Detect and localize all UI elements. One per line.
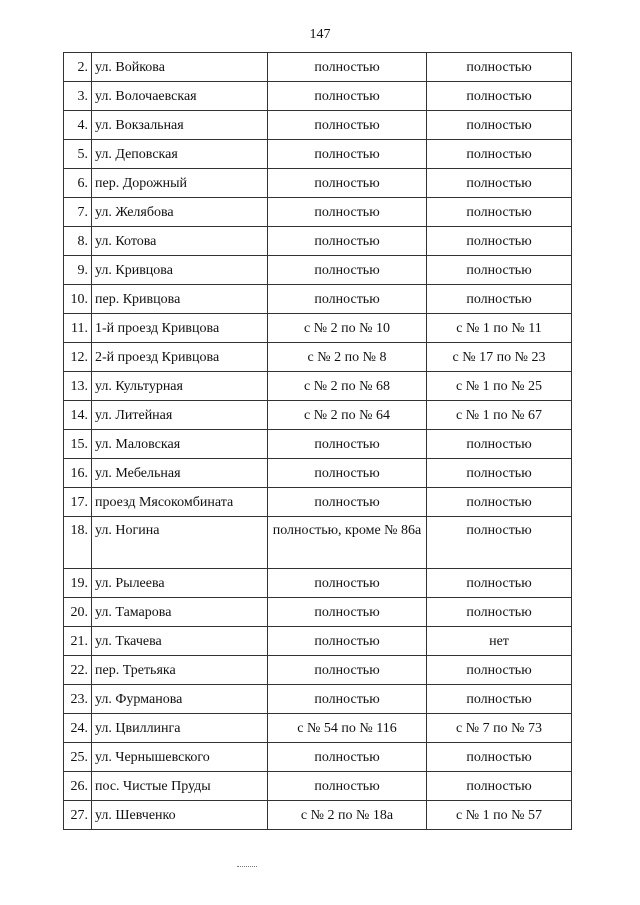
even-side-cell: с № 1 по № 25 xyxy=(427,372,572,401)
street-name-cell: ул. Шевченко xyxy=(92,801,268,830)
table-row xyxy=(64,285,572,314)
even-side-cell: с № 1 по № 11 xyxy=(427,314,572,343)
row-number-cell: 8. xyxy=(64,227,92,256)
even-side-cell: полностью xyxy=(427,772,572,801)
table-row xyxy=(64,801,572,830)
row-number-cell: 15. xyxy=(64,430,92,459)
row-number-cell: 12. xyxy=(64,343,92,372)
row-number-cell: 16. xyxy=(64,459,92,488)
street-name-cell: ул. Кривцова xyxy=(92,256,268,285)
street-name-cell: ул. Ногина xyxy=(92,517,268,569)
table-row xyxy=(64,227,572,256)
even-side-cell: полностью xyxy=(427,488,572,517)
even-side-cell: с № 17 по № 23 xyxy=(427,343,572,372)
row-number-cell: 4. xyxy=(64,111,92,140)
odd-side-cell: полностью xyxy=(268,772,427,801)
row-number-cell: 19. xyxy=(64,569,92,598)
table-row xyxy=(64,140,572,169)
table-row xyxy=(64,598,572,627)
row-number-cell: 10. xyxy=(64,285,92,314)
row-number-cell: 20. xyxy=(64,598,92,627)
odd-side-cell: полностью xyxy=(268,685,427,714)
streets-table xyxy=(63,52,572,830)
row-number-cell: 17. xyxy=(64,488,92,517)
even-side-cell: полностью xyxy=(427,169,572,198)
street-name-cell: пер. Кривцова xyxy=(92,285,268,314)
row-number-cell: 22. xyxy=(64,656,92,685)
odd-side-cell: с № 2 по № 18а xyxy=(268,801,427,830)
table-row xyxy=(64,111,572,140)
street-name-cell: ул. Фурманова xyxy=(92,685,268,714)
table-row xyxy=(64,343,572,372)
street-name-cell: ул. Литейная xyxy=(92,401,268,430)
odd-side-cell: полностью xyxy=(268,285,427,314)
odd-side-cell: с № 2 по № 64 xyxy=(268,401,427,430)
row-number-cell: 6. xyxy=(64,169,92,198)
odd-side-cell: полностью xyxy=(268,656,427,685)
even-side-cell: полностью xyxy=(427,285,572,314)
street-name-cell: ул. Вокзальная xyxy=(92,111,268,140)
table-row xyxy=(64,169,572,198)
street-name-cell: ул. Маловская xyxy=(92,430,268,459)
odd-side-cell: полностью xyxy=(268,430,427,459)
odd-side-cell: полностью xyxy=(268,627,427,656)
odd-side-cell: полностью xyxy=(268,140,427,169)
table-row xyxy=(64,714,572,743)
odd-side-cell: полностью xyxy=(268,256,427,285)
row-number-cell: 23. xyxy=(64,685,92,714)
even-side-cell: с № 1 по № 67 xyxy=(427,401,572,430)
row-number-cell: 13. xyxy=(64,372,92,401)
row-number-cell: 18. xyxy=(64,517,92,569)
table-row xyxy=(64,256,572,285)
street-name-cell: ул. Желябова xyxy=(92,198,268,227)
even-side-cell: полностью xyxy=(427,430,572,459)
even-side-cell: полностью xyxy=(427,82,572,111)
even-side-cell: полностью xyxy=(427,459,572,488)
even-side-cell: полностью xyxy=(427,656,572,685)
row-number-cell: 11. xyxy=(64,314,92,343)
odd-side-cell: полностью xyxy=(268,459,427,488)
odd-side-cell: полностью xyxy=(268,488,427,517)
even-side-cell: полностью xyxy=(427,256,572,285)
odd-side-cell: полностью xyxy=(268,82,427,111)
row-number-cell: 25. xyxy=(64,743,92,772)
street-name-cell: проезд Мясокомбината xyxy=(92,488,268,517)
row-number-cell: 5. xyxy=(64,140,92,169)
table-row xyxy=(64,314,572,343)
odd-side-cell: с № 54 по № 116 xyxy=(268,714,427,743)
table-row xyxy=(64,198,572,227)
street-name-cell: ул. Чернышевского xyxy=(92,743,268,772)
street-name-cell: пер. Дорожный xyxy=(92,169,268,198)
odd-side-cell: полностью xyxy=(268,598,427,627)
even-side-cell: полностью xyxy=(427,598,572,627)
even-side-cell: нет xyxy=(427,627,572,656)
row-number-cell: 21. xyxy=(64,627,92,656)
table-row xyxy=(64,459,572,488)
footer-mark xyxy=(237,866,257,869)
page-number: 147 xyxy=(309,27,331,42)
street-name-cell: пер. Третьяка xyxy=(92,656,268,685)
odd-side-cell: полностью xyxy=(268,743,427,772)
odd-side-cell: полностью xyxy=(268,169,427,198)
table-row xyxy=(64,488,572,517)
street-name-cell: 2-й проезд Кривцова xyxy=(92,343,268,372)
street-name-cell: ул. Рылеева xyxy=(92,569,268,598)
odd-side-cell: полностью xyxy=(268,111,427,140)
even-side-cell: полностью xyxy=(427,517,572,569)
even-side-cell: полностью xyxy=(427,111,572,140)
row-number-cell: 3. xyxy=(64,82,92,111)
street-name-cell: ул. Котова xyxy=(92,227,268,256)
row-number-cell: 14. xyxy=(64,401,92,430)
table-row xyxy=(64,772,572,801)
row-number-cell: 24. xyxy=(64,714,92,743)
even-side-cell: полностью xyxy=(427,743,572,772)
row-number-cell: 9. xyxy=(64,256,92,285)
street-name-cell: ул. Тамарова xyxy=(92,598,268,627)
even-side-cell: полностью xyxy=(427,227,572,256)
streets-table-body xyxy=(64,53,572,830)
row-number-cell: 26. xyxy=(64,772,92,801)
even-side-cell: с № 7 по № 73 xyxy=(427,714,572,743)
table-row xyxy=(64,517,572,569)
odd-side-cell: полностью xyxy=(268,227,427,256)
odd-side-cell: полностью xyxy=(268,569,427,598)
even-side-cell: с № 1 по № 57 xyxy=(427,801,572,830)
table-row xyxy=(64,401,572,430)
street-name-cell: пос. Чистые Пруды xyxy=(92,772,268,801)
table-row xyxy=(64,685,572,714)
odd-side-cell: полностью xyxy=(268,53,427,82)
odd-side-cell: полностью xyxy=(268,198,427,227)
row-number-cell: 7. xyxy=(64,198,92,227)
street-name-cell: ул. Войкова xyxy=(92,53,268,82)
table-row xyxy=(64,430,572,459)
row-number-cell: 2. xyxy=(64,53,92,82)
table-row xyxy=(64,82,572,111)
odd-side-cell: с № 2 по № 68 xyxy=(268,372,427,401)
table-row xyxy=(64,743,572,772)
even-side-cell: полностью xyxy=(427,53,572,82)
street-name-cell: 1-й проезд Кривцова xyxy=(92,314,268,343)
even-side-cell: полностью xyxy=(427,140,572,169)
row-number-cell: 27. xyxy=(64,801,92,830)
street-name-cell: ул. Цвиллинга xyxy=(92,714,268,743)
street-name-cell: ул. Деповская xyxy=(92,140,268,169)
odd-side-cell: с № 2 по № 10 xyxy=(268,314,427,343)
street-name-cell: ул. Волочаевская xyxy=(92,82,268,111)
odd-side-cell: с № 2 по № 8 xyxy=(268,343,427,372)
street-name-cell: ул. Мебельная xyxy=(92,459,268,488)
even-side-cell: полностью xyxy=(427,685,572,714)
table-row xyxy=(64,627,572,656)
street-name-cell: ул. Культурная xyxy=(92,372,268,401)
even-side-cell: полностью xyxy=(427,198,572,227)
street-name-cell: ул. Ткачева xyxy=(92,627,268,656)
table-row xyxy=(64,372,572,401)
table-row xyxy=(64,656,572,685)
table-row xyxy=(64,53,572,82)
odd-side-cell: полностью, кроме № 86а xyxy=(268,517,427,569)
even-side-cell: полностью xyxy=(427,569,572,598)
table-row xyxy=(64,569,572,598)
